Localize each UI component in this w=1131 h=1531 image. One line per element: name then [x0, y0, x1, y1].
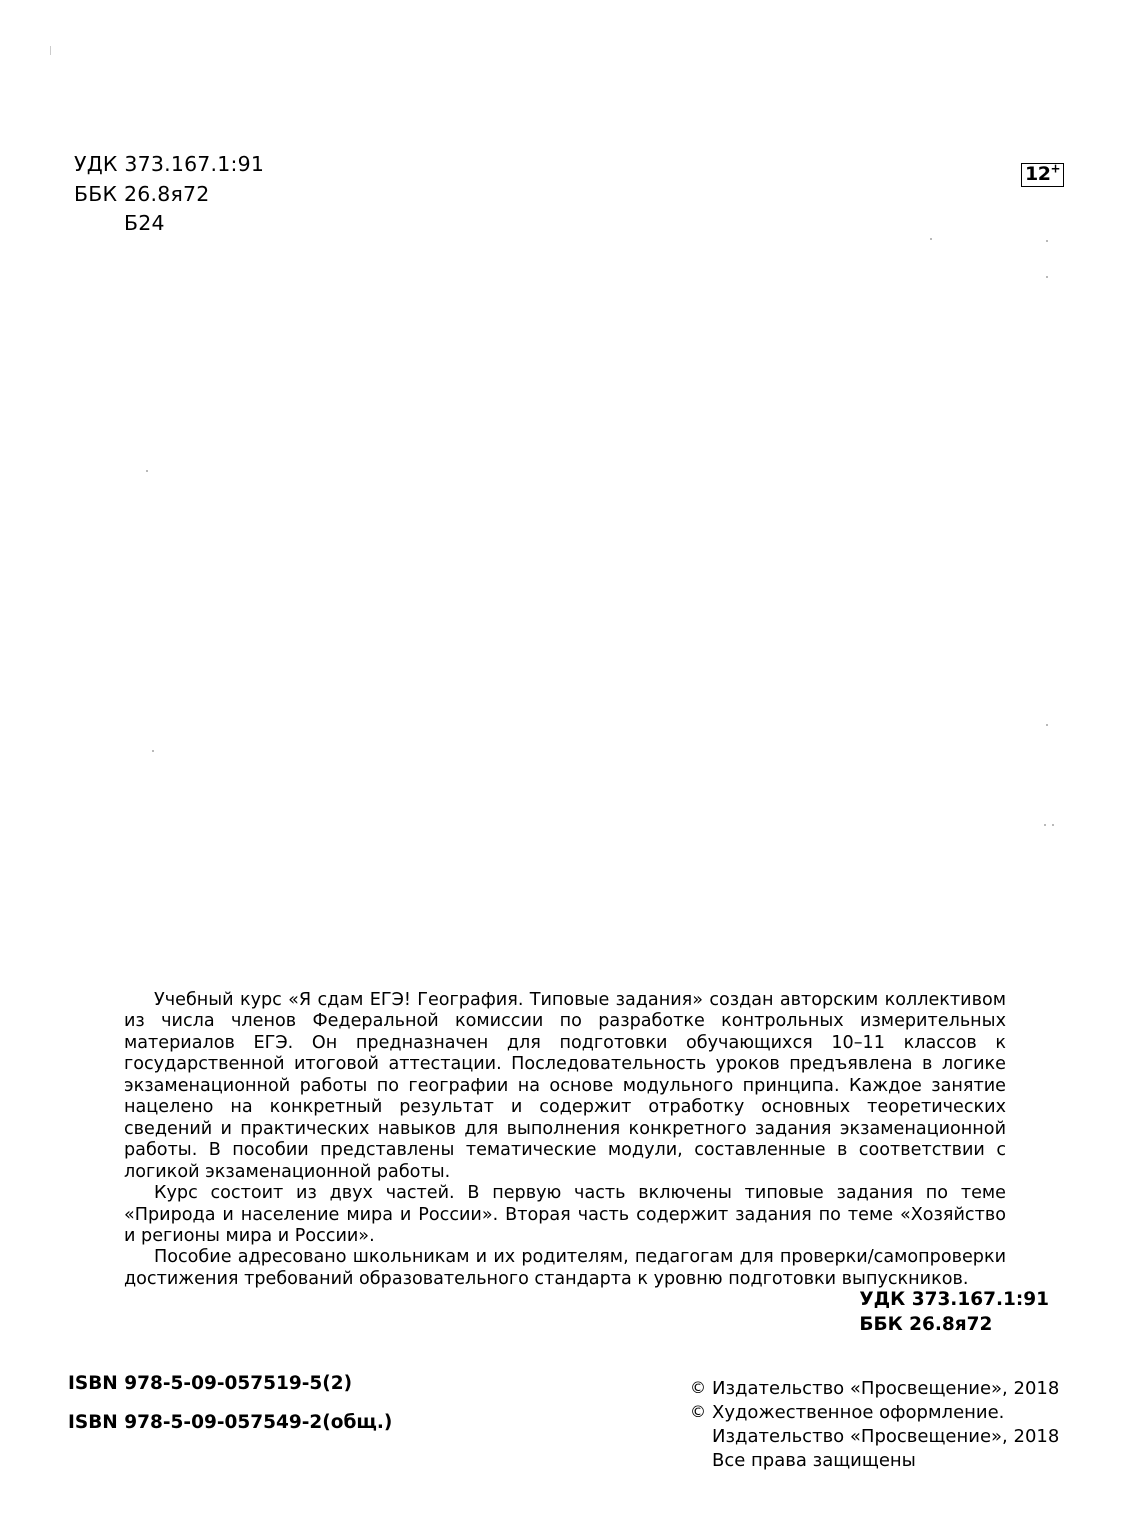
classification-codes-repeat [859, 1288, 1049, 1338]
scan-artifact [146, 470, 148, 472]
cutter-code: Б24 [124, 211, 165, 236]
annotation-text [124, 990, 1006, 1290]
copyright-icon: © [690, 1378, 706, 1397]
copyright-icon: © [690, 1401, 706, 1421]
udk-code-repeat: УДК 373.167.1:91 [859, 1289, 1049, 1310]
isbn-block [68, 1375, 392, 1432]
age-rating-badge [1021, 163, 1064, 187]
age-rating-number: 12 [1024, 163, 1051, 185]
scan-artifact [1046, 724, 1048, 726]
copyright-publisher: Издательство «Просвещение», 2018 [712, 1378, 1060, 1399]
copyright-row-publisher [690, 1377, 1059, 1401]
udk-code: УДК 373.167.1:91 [74, 152, 265, 176]
age-rating-plus: + [1050, 161, 1060, 176]
isbn-general: ISBN 978-5-09-057549-2(общ.) [68, 1411, 393, 1433]
scan-artifact [152, 750, 154, 752]
bbk-code-repeat: ББК 26.8я72 [859, 1313, 993, 1335]
annotation-paragraph-1: Учебный курс «Я сдам ЕГЭ! География. Типовые задания» создан авторским коллективом из числа членов Федеральной комиссии по разработке контрольных измерительных материалов ЕГЭ. Он предназначен для подготовки обучающихся 10–11 классов к государственной итоговой аттестации. Последовательность уроков предъявлена в логике экзаменационной работы по географии на основе модульного принципа. Каждое занятие нацелено на конкретный результат и содержит отработку основных теоретических сведений и практических навыков для выполнения конкретного задания экзаменационной работы. В пособии представлены тематические модули, составленные в соответствии с логикой экзаменационной работы. [124, 990, 1006, 1182]
copyright-rights-reserved: Все права защищены [712, 1449, 916, 1471]
classification-codes [74, 150, 264, 239]
scan-artifact [50, 46, 51, 55]
copyright-design: Художественное оформление. [712, 1401, 1005, 1423]
annotation-paragraph-3: Пособие адресовано школьникам и их родителям, педагогам для проверки/самопроверки достижения требований образовательного стандарта к уровню подготовки выпускников. [124, 1247, 1006, 1289]
isbn-part: ISBN 978-5-09-057519-5(2) [68, 1373, 353, 1394]
scan-artifact [1052, 824, 1054, 826]
annotation-paragraph-2: Курс состоит из двух частей. В первую часть включены типовые задания по теме «Природа и население мира и России». Вторая часть содержит задания по теме «Хозяйство и регионы мира и России». [124, 1183, 1006, 1246]
scan-artifact [1046, 240, 1048, 242]
scan-artifact [930, 238, 932, 240]
copyright-design-publisher: Издательство «Просвещение», 2018 [712, 1425, 1060, 1447]
scan-artifact [1044, 824, 1046, 826]
copyright-row-design [690, 1401, 1059, 1425]
copyright-block [690, 1377, 1059, 1473]
bbk-code: ББК 26.8я72 [74, 181, 210, 206]
scan-artifact [1046, 276, 1048, 278]
